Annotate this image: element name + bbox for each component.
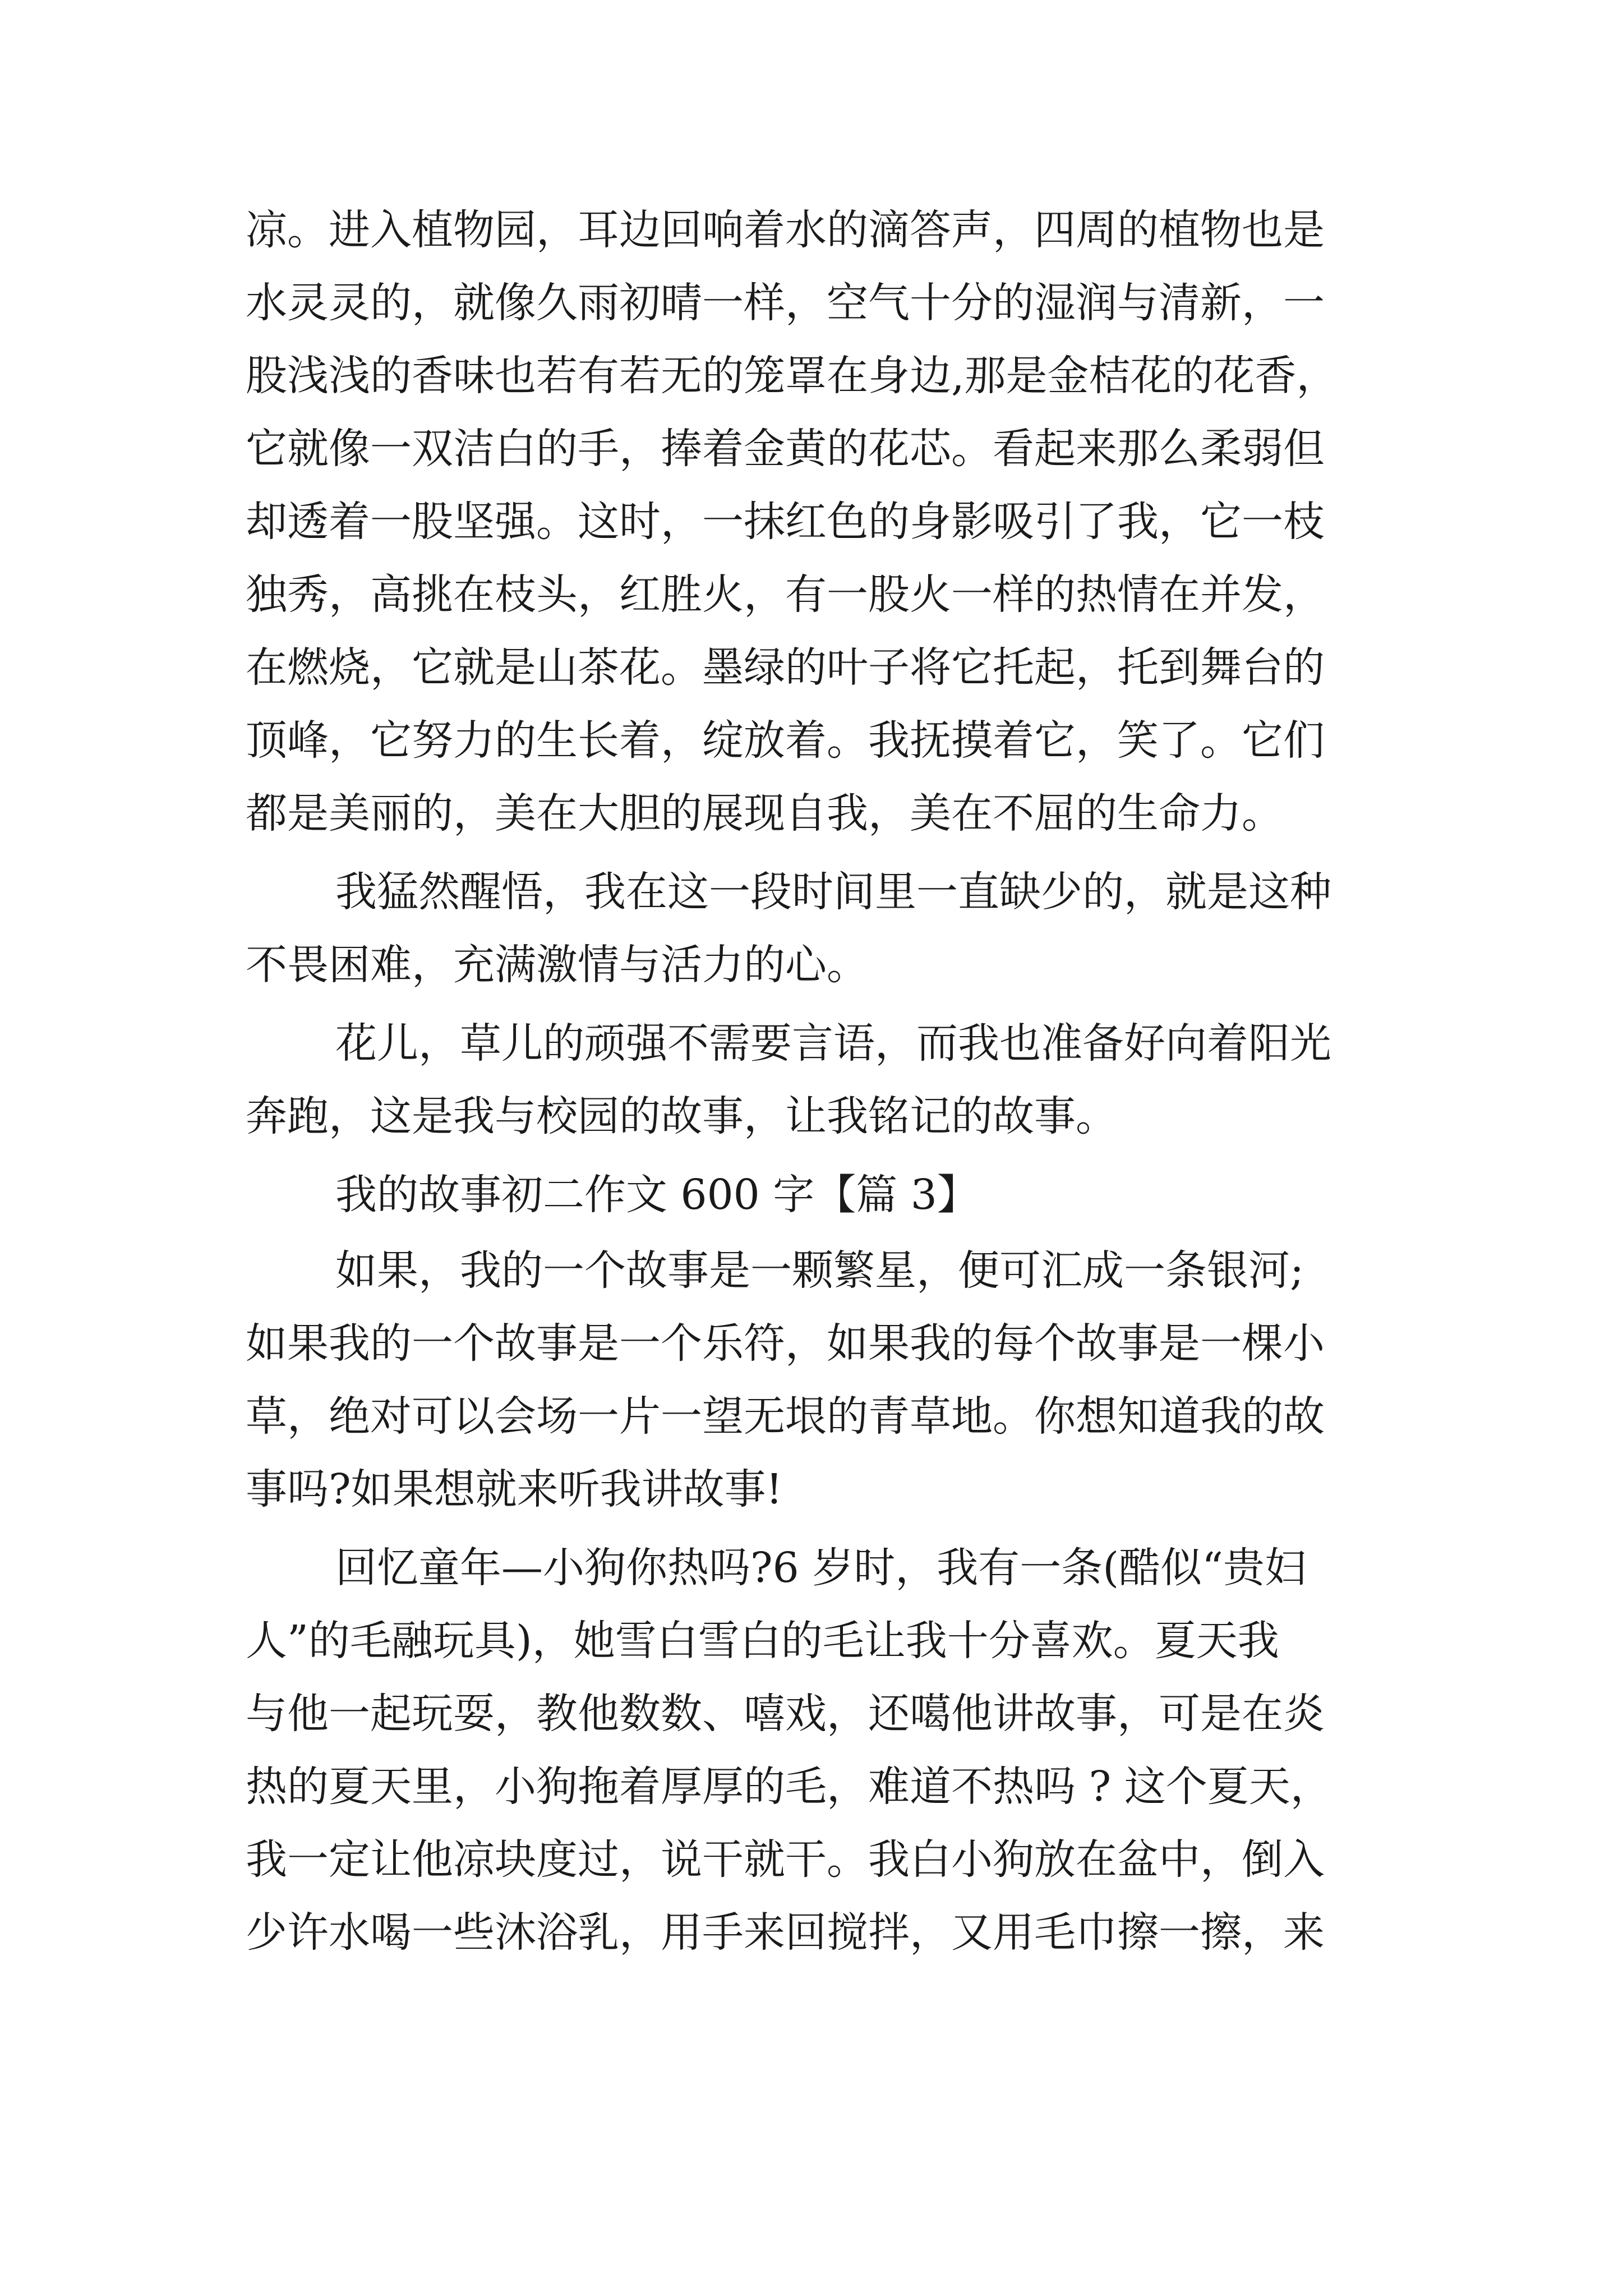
text-line: 回忆童年—小狗你热吗?6 岁时，我有一条(酷似“贵妇: [335, 1544, 1306, 1592]
text-line: 在燃烧，它就是山茶花。墨绿的叶子将它托起，托到舞台的: [246, 643, 1325, 692]
text-line: 奔跑，这是我与校园的故事，让我铭记的故事。: [246, 1092, 1117, 1140]
text-line: 人”的毛融玩具)，她雪白雪白的毛让我十分喜欢。夏天我: [246, 1617, 1279, 1665]
text-line: 事吗?如果想就来听我讲故事!: [246, 1465, 783, 1513]
text-line: 如果，我的一个故事是一颗繁星，便可汇成一条银河;: [335, 1246, 1304, 1295]
text-line: 如果我的一个故事是一个乐符，如果我的每个故事是一棵小: [246, 1319, 1325, 1368]
text-line: 独秀，高挑在枝头，红胜火，有一股火一样的热情在并发，: [246, 570, 1325, 619]
section-heading: 我的故事初二作文 600 字【篇 3】: [335, 1171, 979, 1219]
text-line: 花儿，草儿的顽强不需要言语，而我也准备好向着阳光: [335, 1019, 1331, 1068]
text-line: 凉。进入植物园，耳边回响着水的滴答声，四周的植物也是: [246, 206, 1325, 254]
text-line: 少许水喝一些沐浴乳，用手来回搅拌，又用毛巾擦一擦，来: [246, 1908, 1325, 1957]
text-line: 都是美丽的，美在大胆的展现自我，美在不屈的生命力。: [246, 789, 1283, 838]
text-line: 不畏困难，充满激情与活力的心。: [246, 941, 868, 989]
text-line: 草，绝对可以会场一片一望无垠的青草地。你想知道我的故: [246, 1392, 1325, 1441]
text-line: 股浅浅的香味也若有若无的笼罩在身边,那是金桔花的花香，: [246, 352, 1338, 400]
text-line: 我一定让他凉块度过，说干就干。我白小狗放在盆中，倒入: [246, 1835, 1325, 1884]
text-line: 与他一起玩耍，教他数数、嘻戏，还噶他讲故事，可是在炎: [246, 1690, 1325, 1738]
text-line: 它就像一双洁白的手，捧着金黄的花芯。看起来那么柔弱但: [246, 425, 1325, 473]
text-line: 水灵灵的，就像久雨初晴一样，空气十分的湿润与清新，一: [246, 279, 1325, 327]
text-line: 顶峰，它努力的生长着，绽放着。我抚摸着它，笑了。它们: [246, 716, 1325, 765]
text-line: 我猛然醒悟，我在这一段时间里一直缺少的，就是这种: [335, 868, 1331, 916]
text-line: 却透着一股坚强。这时，一抹红色的身影吸引了我，它一枝: [246, 498, 1325, 546]
text-line: 热的夏天里，小狗拖着厚厚的毛，难道不热吗 ? 这个夏天，: [246, 1763, 1332, 1811]
